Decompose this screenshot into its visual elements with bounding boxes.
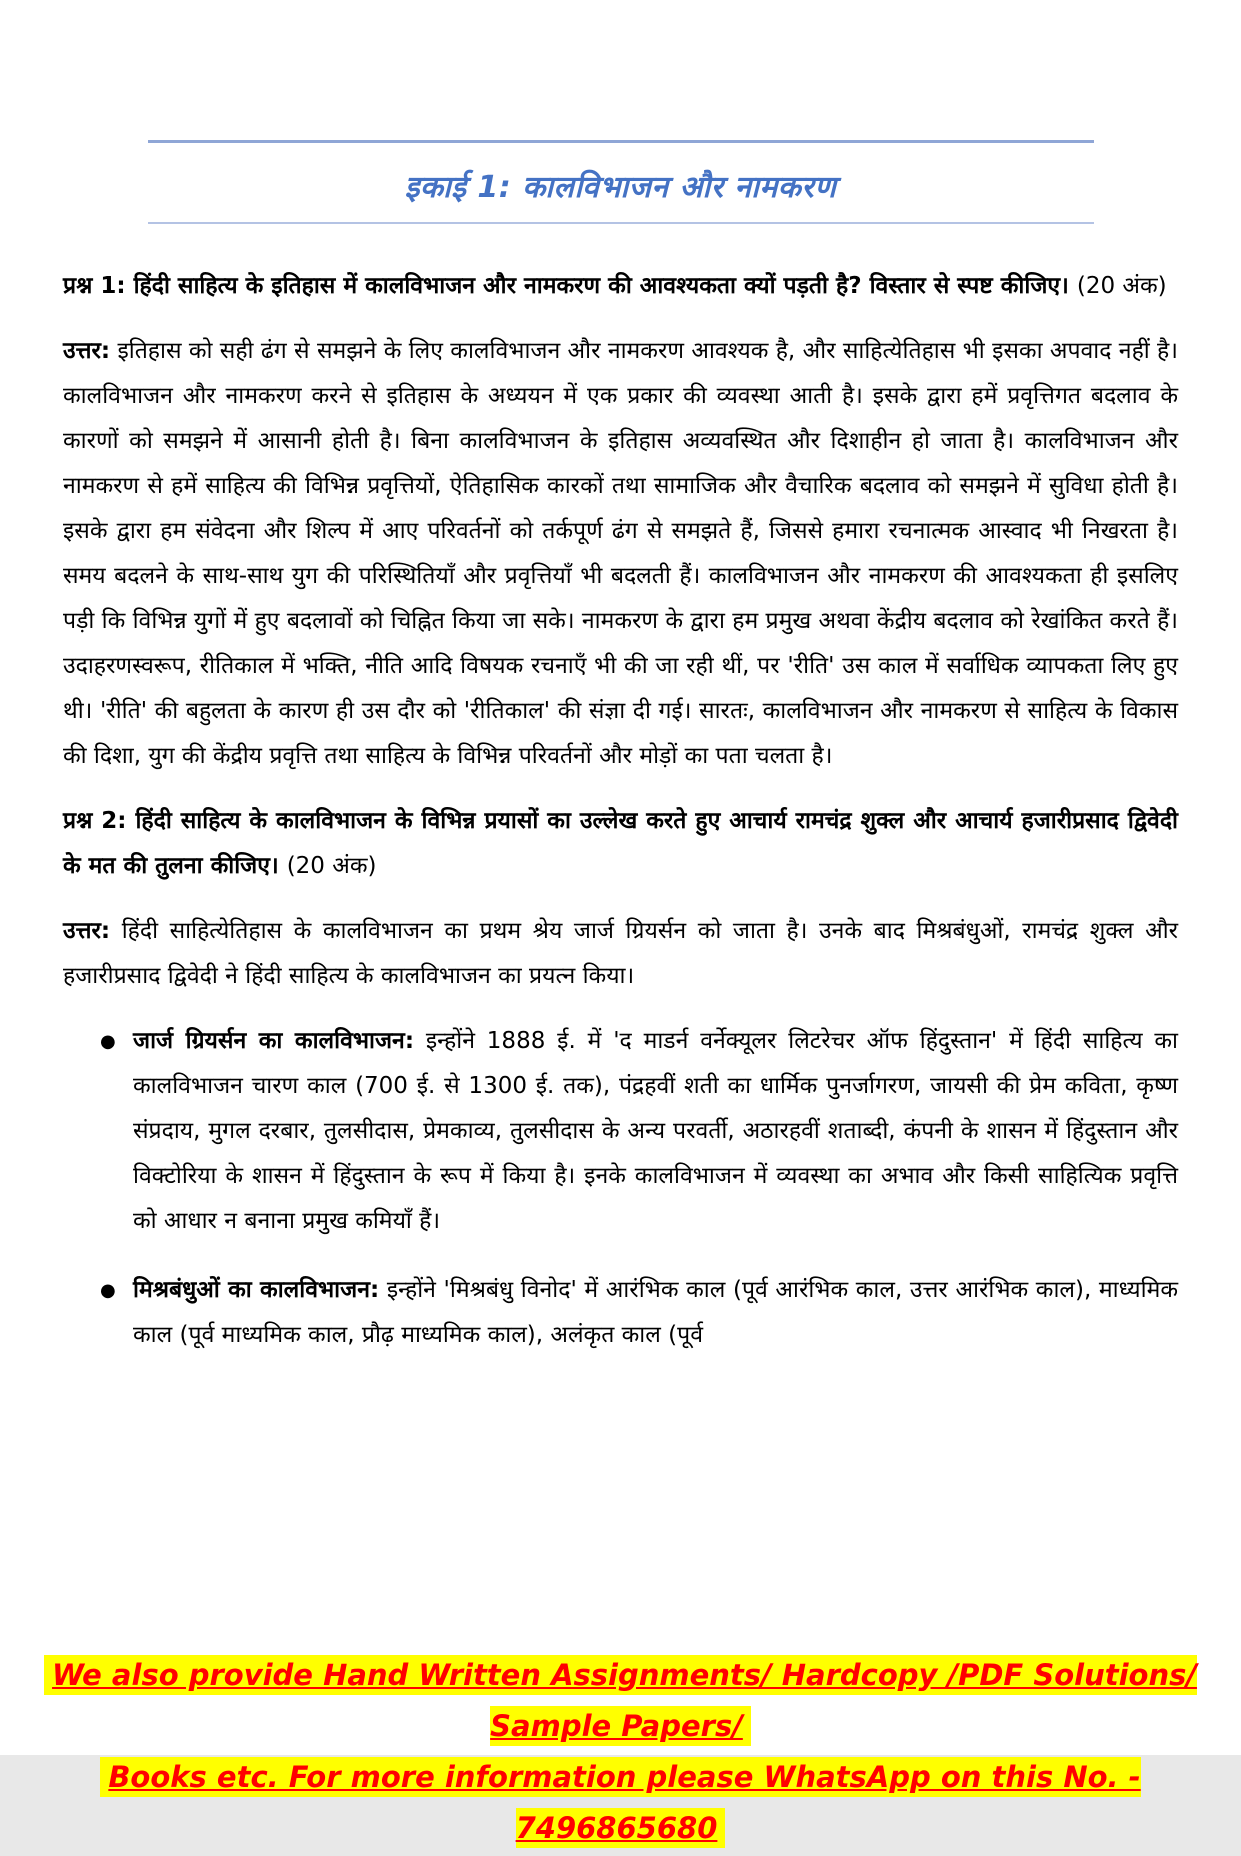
answer-2-intro-text: हिंदी साहित्येतिहास के कालविभाजन का प्रथम श्रेय जार्ज ग्रियर्सन को जाता है। उनके बाद मिश्रबंधुओं, रामचंद्र शुक्ल और हजारीप्रसाद द्विवेदी ने हिंदी साहित्य के कालविभाजन का प्रयत्न किया।: [63, 918, 1178, 989]
footer-line-1-text: We also provide Hand Written Assignments/ Hardcopy /PDF Solutions/ Sample Papers/: [44, 1655, 1197, 1746]
footer-line-2: [0, 1754, 1241, 1856]
periodization-bullet-list: [63, 1019, 1178, 1358]
question-1-heading: [63, 264, 1178, 309]
question-1-text: प्रश्न 1: हिंदी साहित्य के इतिहास में कालविभाजन और नामकरण की आवश्यकता क्यों पड़ती है? विस्तार से स्पष्ट कीजिए।: [63, 273, 1069, 299]
footer-line-2-text: Books etc. For more information please WhatsApp on this No. - 7496865680: [100, 1757, 1140, 1848]
page-title: इकाई 1: कालविभाजन और नामकरण: [404, 170, 837, 205]
answer-2-intro: [63, 909, 1178, 999]
question-2-marks: (20 अंक): [286, 853, 377, 879]
footer-line-1: [0, 1652, 1241, 1754]
question-2-heading: [63, 799, 1178, 889]
bullet-icon: ●: [100, 1031, 116, 1052]
unit-header: [148, 140, 1094, 224]
list-item: [100, 1268, 1178, 1358]
question-1-marks: (20 अंक): [1076, 273, 1167, 299]
question-2-text: प्रश्न 2: हिंदी साहित्य के कालविभाजन के विभिन्न प्रयासों का उल्लेख करते हुए आचार्य रामचंद्र शुक्ल और आचार्य हजारीप्रसाद द्विवेदी के मत की तुलना कीजिए।: [63, 808, 1178, 879]
bullet-1-lead: जार्ज ग्रियर्सन का कालविभाजन:: [133, 1028, 415, 1054]
bullet-2-lead: मिश्रबंधुओं का कालविभाजन:: [133, 1277, 380, 1303]
bullet-icon: ●: [100, 1280, 116, 1301]
promo-footer: [0, 1652, 1241, 1856]
answer-1-text: इतिहास को सही ढंग से समझने के लिए कालविभाजन और नामकरण आवश्यक है, और साहित्येतिहास भी इसका अपवाद नहीं है। कालविभाजन और नामकरण करने से इतिहास के अध्ययन में एक प्रकार की व्यवस्था आती है। इसके द्वारा हमें प्रवृत्तिगत बदलाव के कारणों को समझने में आसानी होती है। बिना कालविभाजन के इतिहास अव्यवस्थित और दिशाहीन हो जाता है। कालविभाजन और नामकरण से हमें साहित्य की विभिन्न प्रवृत्तियों, ऐतिहासिक कारकों तथा सामाजिक और वैचारिक बदलाव को समझने में सुविधा होती है। इसके द्वारा हम संवेदना और शिल्प में आए परिवर्तनों को तर्कपूर्ण ढंग से समझते हैं, जिससे हमारा रचनात्मक आस्वाद भी निखरता है। समय बदलने के साथ-साथ युग की परिस्थितियाँ और प्रवृत्तियाँ भी बदलती हैं। कालविभाजन और नामकरण की आवश्यकता ही इसलिए पड़ी कि विभिन्न युगों में हुए बदलावों को चिह्नित किया जा सके। नामकरण के द्वारा हम प्रमुख अथवा केंद्रीय बदलाव को रेखांकित करते हैं। उदाहरणस्वरूप, रीतिकाल में भक्ति, नीति आदि विषयक रचनाएँ भी की जा रही थीं, पर 'रीति' उस काल में सर्वाधिक व्यापकता लिए हुए थी। 'रीति' की बहुलता के कारण ही उस दौर को 'रीतिकाल' की संज्ञा दी गई। सारतः, कालविभाजन और नामकरण से साहित्य के विकास की दिशा, युग की केंद्रीय प्रवृत्ति तथा साहित्य के विभिन्न परिवर्तनों और मोड़ों का पता चलता है।: [63, 338, 1178, 769]
list-item: [100, 1019, 1178, 1244]
bullet-1-text: इन्होंने 1888 ई. में 'द माडर्न वर्नेक्यूलर लिटरेचर ऑफ हिंदुस्तान' में हिंदी साहित्य का कालविभाजन चारण काल (700 ई. से 1300 ई. तक), पंद्रहवीं शती का धार्मिक पुनर्जागरण, जायसी की प्रेम कविता, कृष्ण संप्रदाय, मुगल दरबार, तुलसीदास, प्रेमकाव्य, तुलसीदास के अन्य परवर्ती, अठारहवीं शताब्दी, कंपनी के शासन में हिंदुस्तान और विक्टोरिया के शासन में हिंदुस्तान के रूप में किया है। इनके कालविभाजन में व्यवस्था का अभाव और किसी साहित्यिक प्रवृत्ति को आधार न बनाना प्रमुख कमियाँ हैं।: [133, 1028, 1178, 1234]
answer-1-label: उत्तर:: [63, 338, 111, 364]
answer-1-paragraph: [63, 329, 1178, 779]
bullet-2-text: इन्होंने 'मिश्रबंधु विनोद' में आरंभिक काल (पूर्व आरंभिक काल, उत्तर आरंभिक काल), माध्यमिक काल (पूर्व माध्यमिक काल, प्रौढ़ माध्यमिक काल), अलंकृत काल (पूर्व: [133, 1277, 1179, 1348]
answer-2-label: उत्तर:: [63, 918, 111, 944]
